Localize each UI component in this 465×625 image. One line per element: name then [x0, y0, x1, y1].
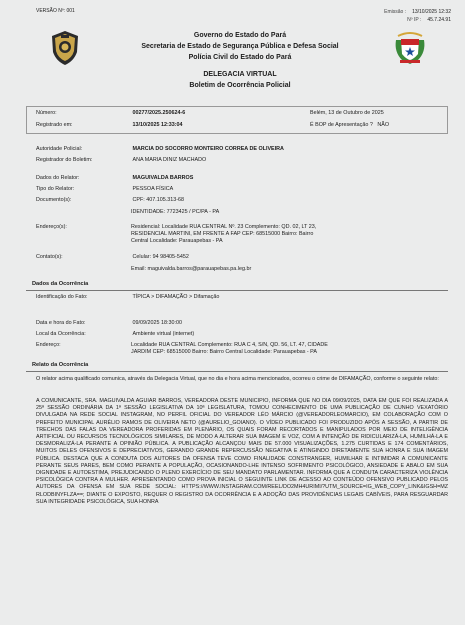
bop-value: NÃO [377, 122, 390, 128]
header-line-5: Boletim de Ocorrência Policial [189, 82, 291, 89]
state-coat-of-arms-icon [392, 30, 428, 66]
identidade-value: IDENTIDADE: 7723425 / PC/PA - PA [131, 209, 220, 215]
header-line-1: Governo do Estado do Pará [193, 32, 287, 39]
documento-row [36, 197, 184, 204]
ocorrencia-section-title: Dados da Ocorrência [32, 281, 89, 287]
np-value: 45.7.24.91 [427, 17, 451, 23]
relator-label: Dados do Relator: [36, 175, 80, 181]
autoridade-label: Autoridade Policial: [36, 146, 83, 152]
data-fato-label: Data e hora do Fato: [36, 320, 86, 326]
autoridade-row [36, 146, 284, 153]
tipo-value: PESSOA FÍSICA [132, 186, 174, 192]
data-fato-value: 09/09/2025 18:30:00 [132, 320, 182, 326]
version-label: VERSÃO Nº: 001 [36, 8, 75, 14]
documento-label: Documento(s): [36, 197, 72, 203]
autoridade-value: MARCIA DO SOCORRO MONTEIRO CORREA DE OLIVEIRA [132, 146, 284, 152]
emitido-label: Emissão : [384, 9, 407, 15]
fato-label: Identificação do Fato: [36, 294, 88, 300]
data-fato-row [36, 320, 182, 327]
contato-label: Contato(s): [36, 254, 63, 260]
endereco-ocorrencia-line-1: Localidade RUA CENTRAL Complemento: RUA C 4, S/N, QD. 56, LT. 47, CIDADE [131, 342, 328, 348]
endereco-ocorrencia-row [36, 342, 131, 349]
local-data: Belém, 13 de Outubro de 2025 [310, 110, 384, 116]
local-ocorrencia-label: Local da Ocorrência: [36, 331, 86, 337]
registrador-value: ANA MARIA DINIZ MACHADO [132, 157, 207, 163]
registrado-row [36, 122, 183, 129]
relator-value: MAGUIVALDA BARROS [132, 175, 194, 181]
relato-divider [26, 371, 448, 372]
cpf-value: CPF: 407.105.313-68 [132, 197, 185, 203]
relator-row [36, 175, 193, 182]
numero-row [36, 110, 313, 117]
relato-section-title: Relato da Ocorrência [32, 362, 89, 368]
registrado-label: Registrado em: [36, 122, 73, 128]
bop-label: É BOP de Apresentação ? [310, 122, 373, 128]
endereco-ocorrencia-label: Endereço: [36, 342, 61, 348]
registrador-label: Registrador do Boletim: [36, 157, 93, 163]
numero-label: Número: [36, 110, 57, 116]
police-badge-icon [50, 30, 80, 66]
relato-body: A COMUNICANTE, SRA. MAGUIVALDA AGUIAR BARROS, VEREADORA DESTE MUNICÍPIO, INFORMA QUE NO DIA 09/09/2025, DATA EM QUE FOI REALIZADA A 25ª SESSÃO ORDINÁRIA DA 1ª SESSÃO LEGISLATIVA DA 10ª LEGISLATURA, TOMOU CONHECIMENTO DE UMA PUBLICAÇÃO DE CUNHO VEXATÓRIO DIVULGADA NA REDE SOCIAL INSTAGRAM, NO PERFIL OFICIAL DO VEREADOR LÉO MÁRCIO (@VEREADORLEOMARCIO), EM COLABORAÇÃO COM O PREFEITO MUNICIPAL AURÉLIO RAMOS DE OLIVEIRA NETO (@AURELIO_GOIANO). O VÍDEO PUBLICADO FOI PRODUZIDO APÓS A SESSÃO, A PARTIR DE TRECHOS DAS FALAS DA VEREADORA PROFERIDAS EM PLENÁRIO, OS QUAIS FORAM RECORTADOS E MANIPULADOS POR MEIO DE INTELIGÊNCIA ARTIFICIAL OU RECURSOS TECNOLÓGICOS SIMILARES, DE MODO A ALTERAR SUA IMAGEM E VOZ, COM A INTENÇÃO DE RIDICULARIZÁ-LA, HUMILHÁ-LA E DESMORALIZÁ-LA PERANTE A OPINIÃO PÚBLICA. A PUBLICAÇÃO ALCANÇOU MAIS DE 57.000 VISUALIZAÇÕES, 1.275 CURTIDAS E 174 COMENTÁRIOS, MUITOS DELES OFENSIVOS E DEPRECIATIVOS, GERANDO GRANDE REPERCUSSÃO NEGATIVA E ATINGINDO DIRETAMENTE SUA HONRA E SUA IMAGEM PÚBLICA. DESTACA QUE A CONDUTA DOS AUTORES DA OFENSA TEVE COMO FINALIDADE CONSTRANGER, HUMILHAR E INTIMIDAR A COMUNICANTE PERANTE SEUS PARES, BEM COMO PERANTE A POPULAÇÃO, OCASIONANDO-LHE INTENSO SOFRIMENTO PSICOLÓGICO, ANSIEDADE E ABALO EM SUA DIGNIDADE E AUTOESTIMA, PREJUDICANDO O PLENO EXERCÍCIO DE SEU MANDATO PARLAMENTAR. INFORMA QUE A CONDUTA CARACTERIZA VIOLÊNCIA PSICOLÓGICA CONTRA A MULHER. APRESENTANDO COMO PROVA INICIAL O SEGUINTE LINK DE ACESSO AO CONTEÚDO OFENSIVO PUBLICADO PELOS AUTORES DA OFENSA EM SUA REDE SOCIAL: HTTPS://WWW.INSTAGRAM.COM/REEL/DO2MH4URIMI/?UTM_SOURCE=IG_WEB_COPY_LINK&IGSH=MZ RLODBINYFLZA==; DIANTE O EXPOSTO, REQUER O REGISTRO DA OCORRÊNCIA E A ADOÇÃO DAS PROVIDÊNCIAS LEGAIS CABÍVEIS, PARA RESGUARDAR SUA INTEGRIDADE PSICOLÓGICA, SUA HONRA [36, 398, 448, 505]
relato-intro: O relator acima qualificado comunica, através da Delegacia Virtual, que no dia e hora acima mencionados, ocorreu o crime de DIFAMAÇÃO, conforme o seguinte relato: [36, 376, 439, 382]
endereco-ocorrencia-line-2: JARDIM CEP: 68515000 Bairro: Bairro Central Localidade: Parauapebas - PA [131, 349, 317, 355]
fato-row [36, 294, 219, 301]
document-header [100, 30, 380, 91]
email-value: Email: maguivalda.barros@parauapebas.pa.leg.br [131, 266, 252, 272]
contato-row [36, 254, 189, 261]
numero-value: 00277/2025.250624-6 [132, 110, 186, 116]
np-label: Nº IP : [407, 17, 422, 23]
bop-row [310, 122, 389, 129]
registrado-value: 13/10/2025 12:33:04 [132, 122, 183, 128]
emission-meta [384, 8, 451, 24]
local-ocorrencia-row [36, 331, 194, 338]
emitido-value: 13/10/2025 12:32 [412, 9, 451, 15]
endereco-line-3: Central Localidade: Parauapebas - PA [131, 238, 223, 244]
header-line-4: DELEGACIA VIRTUAL [203, 71, 277, 78]
celular-value: Celular: 94 98405-5452 [132, 254, 189, 260]
registrador-row [36, 157, 206, 164]
tipo-label: Tipo do Relator: [36, 186, 75, 192]
endereco-label: Endereço(s): [36, 224, 67, 230]
endereco-line-2: RESIDENCIAL MARTINI, EM FRENTE A FAP CEP: 68515000 Bairro: Bairro [131, 231, 314, 237]
header-line-2: Secretaria de Estado de Segurança Pública e Defesa Social [141, 43, 339, 50]
header-line-3: Polícia Civil do Estado do Pará [188, 54, 292, 61]
endereco-row [36, 224, 131, 231]
tipo-row [36, 186, 173, 193]
local-ocorrencia-value: Ambiente virtual (internet) [132, 331, 195, 337]
fato-value: TÍPICA > DIFAMAÇÃO > Difamação [132, 294, 220, 300]
ocorrencia-divider [26, 290, 448, 291]
endereco-line-1: Residencial: Localidade RUA CENTRAL Nº. 23 Complemento: QD. 02, LT 23, [131, 224, 317, 230]
